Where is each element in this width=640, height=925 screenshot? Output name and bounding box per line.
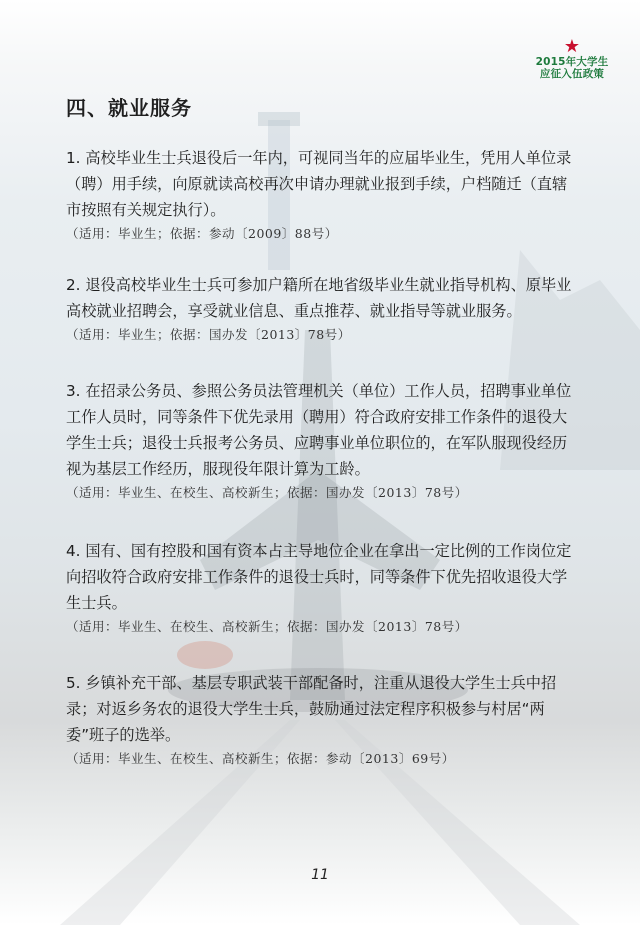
policy-item-note: （适用：毕业生、在校生、高校新生；依据：参动〔2013〕69号） xyxy=(66,751,455,766)
policy-item-5 xyxy=(66,670,578,769)
badge-line-2: 应征入伍政策 xyxy=(539,68,605,80)
red-star-icon: ★ xyxy=(563,36,581,57)
policy-item-text: 5. 乡镇补充干部、基层专职武装干部配备时，注重从退役大学生士兵中招录；对返乡务农的退役大学生士兵，鼓励通过法定程序积极参与村居“两委”班子的选举。 xyxy=(66,674,557,744)
policy-item-note: （适用：毕业生、在校生、高校新生；依据：国办发〔2013〕78号） xyxy=(66,619,468,634)
policy-badge xyxy=(526,38,618,80)
policy-item-4 xyxy=(66,538,578,637)
policy-item-note: （适用：毕业生、在校生、高校新生；依据：国办发〔2013〕78号） xyxy=(66,485,468,500)
section-title: 四、就业服务 xyxy=(66,96,192,120)
policy-item-text: 1. 高校毕业生士兵退役后一年内，可视同当年的应届毕业生，凭用人单位录（聘）用手续，向原就读高校再次申请办理就业报到手续，户档随迁（直辖市按照有关规定执行）。 xyxy=(66,149,572,219)
page-number: 11 xyxy=(311,867,329,883)
policy-item-note: （适用：毕业生；依据：国办发〔2013〕78号） xyxy=(66,327,351,342)
policy-item-3 xyxy=(66,378,578,503)
policy-item-2 xyxy=(66,272,578,345)
badge-line-1: 2015年大学生 xyxy=(535,56,609,68)
policy-item-note: （适用：毕业生；依据：参动〔2009〕88号） xyxy=(66,226,338,241)
policy-item-text: 2. 退役高校毕业生士兵可参加户籍所在地省级毕业生就业指导机构、原毕业高校就业招聘会，享受就业信息、重点推荐、就业指导等就业服务。 xyxy=(66,276,572,320)
policy-item-text: 4. 国有、国有控股和国有资本占主导地位企业在拿出一定比例的工作岗位定向招收符合政府安排工作条件的退役士兵时，同等条件下优先招收退役大学生士兵。 xyxy=(66,542,572,612)
policy-item-text: 3. 在招录公务员、参照公务员法管理机关（单位）工作人员，招聘事业单位工作人员时，同等条件下优先录用（聘用）符合政府安排工作条件的退役大学生士兵；退役士兵报考公务员、应聘事业单位职位的，在军队服现役经历视为基层工作经历，服现役年限计算为工龄。 xyxy=(66,382,572,478)
policy-item-1 xyxy=(66,145,578,244)
